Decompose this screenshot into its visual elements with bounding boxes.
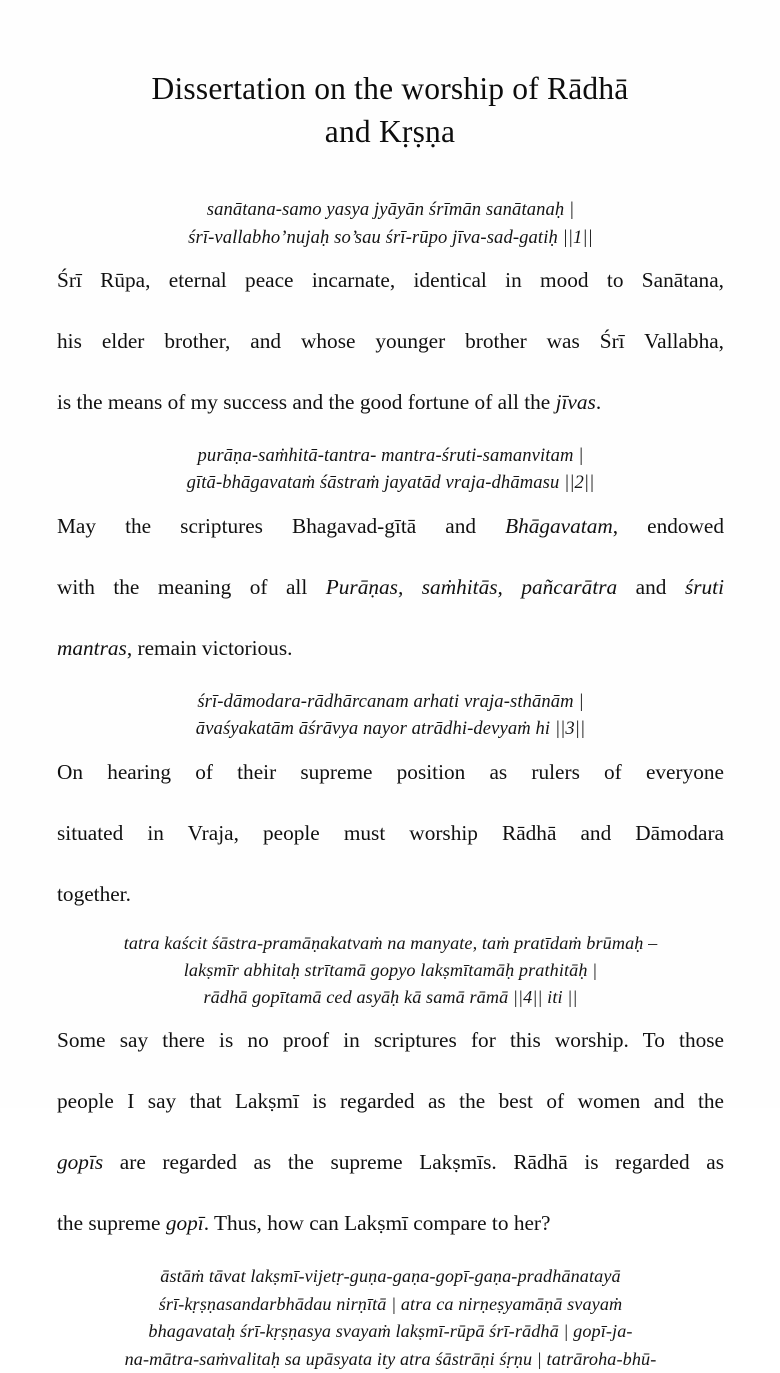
paragraph-1-line-1: Śrī Rūpa, eternal peace incarnate, identical in mood to Sanātana,: [57, 268, 724, 292]
paragraph-2-line-1-tail: , endowed: [612, 513, 724, 538]
verse-5-line-3: bhagavataḥ śrī-kṛṣṇasya svayaṁ lakṣmī-rūpā śrī-rādhā | gopī-ja-: [148, 1321, 633, 1342]
paragraph-1-line-3-text: is the means of my success and the good fortune of all the: [57, 390, 556, 415]
spacer: [57, 743, 724, 757]
verse-3-line-2: āvaśyakatām āśrāvya nayor atrādhi-devyaṁ hi ||3||: [195, 718, 586, 740]
verse-1-line-2: śrī-vallabho’nujaḥ so’sau śrī-rūpo jīva-sad-gatiḥ ||1||: [188, 226, 593, 248]
spacer: [57, 1239, 724, 1263]
verse-4-line-2: lakṣmīr abhitaḥ strītamā gopyo lakṣmītamāḥ prathitāḥ |: [183, 959, 598, 980]
spacer: [57, 1011, 724, 1025]
paragraph-4-line-4-text: the supreme: [57, 1211, 166, 1236]
verse-block-2: [57, 442, 724, 497]
paragraph-4-line-1: Some say there is no proof in scriptures for this worship. To those: [57, 1027, 724, 1052]
verse-4-line-1: tatra kaścit śāstra-pramāṇakatvaṁ na manyate, taṁ pratīdaṁ brūmaḥ –: [123, 932, 658, 953]
verse-block-5: [57, 1263, 724, 1373]
verse-block-3: [57, 688, 724, 743]
paragraph-4-emphasis-gopi: gopī: [165, 1211, 204, 1236]
spacer: [57, 251, 724, 265]
paragraph-4-line-3-text: are regarded as the supreme Lakṣmīs. Rādhā is regarded as: [103, 1150, 724, 1175]
paragraph-1-emphasis-jivas: jīvas: [555, 390, 596, 415]
paragraph-3: [57, 757, 724, 910]
verse-block-1: [57, 196, 724, 251]
verse-4-line-3: rādhā gopītamā ced asyāḥ kā samā rāmā ||4|| iti ||: [203, 986, 578, 1007]
paragraph-4-line-4-tail: . Thus, how can Lakṣmī compare to her?: [203, 1211, 551, 1236]
verse-2-line-2: gītā-bhāgavataṁ śāstraṁ jayatād vraja-dhāmasu ||2||: [186, 472, 595, 494]
paragraph-2-emphasis-bhagavatam: Bhāgavatam: [505, 513, 613, 538]
paragraph-2: [57, 511, 724, 664]
spacer: [57, 497, 724, 511]
paragraph-2-line-3: [57, 633, 724, 664]
paragraph-4-emphasis-gopis: gopīs: [57, 1150, 104, 1175]
verse-5-line-2: śrī-kṛṣṇasandarbhādau nirṇītā | atra ca nirṇeṣyamāṇā svayaṁ: [158, 1293, 623, 1314]
page-title-line-1: Dissertation on the worship of Rādhā: [151, 71, 629, 107]
spacer: [57, 664, 724, 688]
paragraph-2-emphasis-sruti: śruti: [684, 575, 724, 600]
verse-5-line-4: na-mātra-saṁvalitaḥ sa upāsyata ity atra śāstrāṇi śṛṇu | tatrāroha-bhū-: [124, 1348, 657, 1369]
paragraph-4-line-2: people I say that Lakṣmī is regarded as the best of women and the: [57, 1089, 724, 1114]
paragraph-1: [57, 265, 724, 418]
paragraph-2-line-1: [57, 511, 724, 572]
body-column: [57, 196, 724, 1373]
paragraph-1-line-3-tail: .: [595, 390, 602, 415]
page-title-line-2: and Kṛṣṇa: [324, 114, 456, 150]
paragraph-3-line-3: together.: [57, 882, 131, 907]
paragraph-2-line-2-text: with the meaning of all: [57, 575, 326, 600]
paragraph-2-line-3-tail: , remain victorious.: [126, 636, 293, 661]
spacer: [57, 910, 724, 930]
paragraph-1-line-3: [57, 387, 724, 418]
paragraph-3-line-1: On hearing of their supreme position as rulers of everyone: [57, 759, 724, 784]
paragraph-2-emphasis-puranas: Purāṇas, saṁhitās, pañcarātra: [325, 575, 618, 600]
paragraph-3-line-2: situated in Vraja, people must worship Rādhā and Dāmodara: [57, 821, 724, 846]
paragraph-2-line-2-mid: and: [617, 575, 685, 600]
verse-5-line-1: āstāṁ tāvat lakṣmī-vijetṛ-guṇa-gaṇa-gopī-gaṇa-pradhānatayā: [160, 1266, 621, 1287]
paragraph-2-emphasis-mantras: mantras: [57, 636, 127, 661]
page-title: [57, 67, 723, 153]
spacer: [57, 418, 724, 442]
verse-2-line-1: purāṇa-saṁhitā-tantra- mantra-śruti-samanvitam |: [197, 444, 584, 466]
paragraph-1-line-2: his elder brother, and whose younger brother was Śrī Vallabha,: [57, 329, 724, 354]
paragraph-4-line-3: [57, 1147, 724, 1208]
paragraph-4: [57, 1025, 724, 1239]
paragraph-4-line-4: [57, 1208, 724, 1239]
verse-3-line-1: śrī-dāmodara-rādhārcanam arhati vraja-sthānām |: [197, 690, 584, 712]
paragraph-2-line-1-text: May the scriptures Bhagavad-gītā and: [57, 513, 506, 538]
verse-block-4: [57, 930, 724, 1011]
paragraph-2-line-2: [57, 572, 724, 633]
verse-1-line-1: sanātana-samo yasya jyāyān śrīmān sanātanaḥ |: [206, 199, 575, 220]
